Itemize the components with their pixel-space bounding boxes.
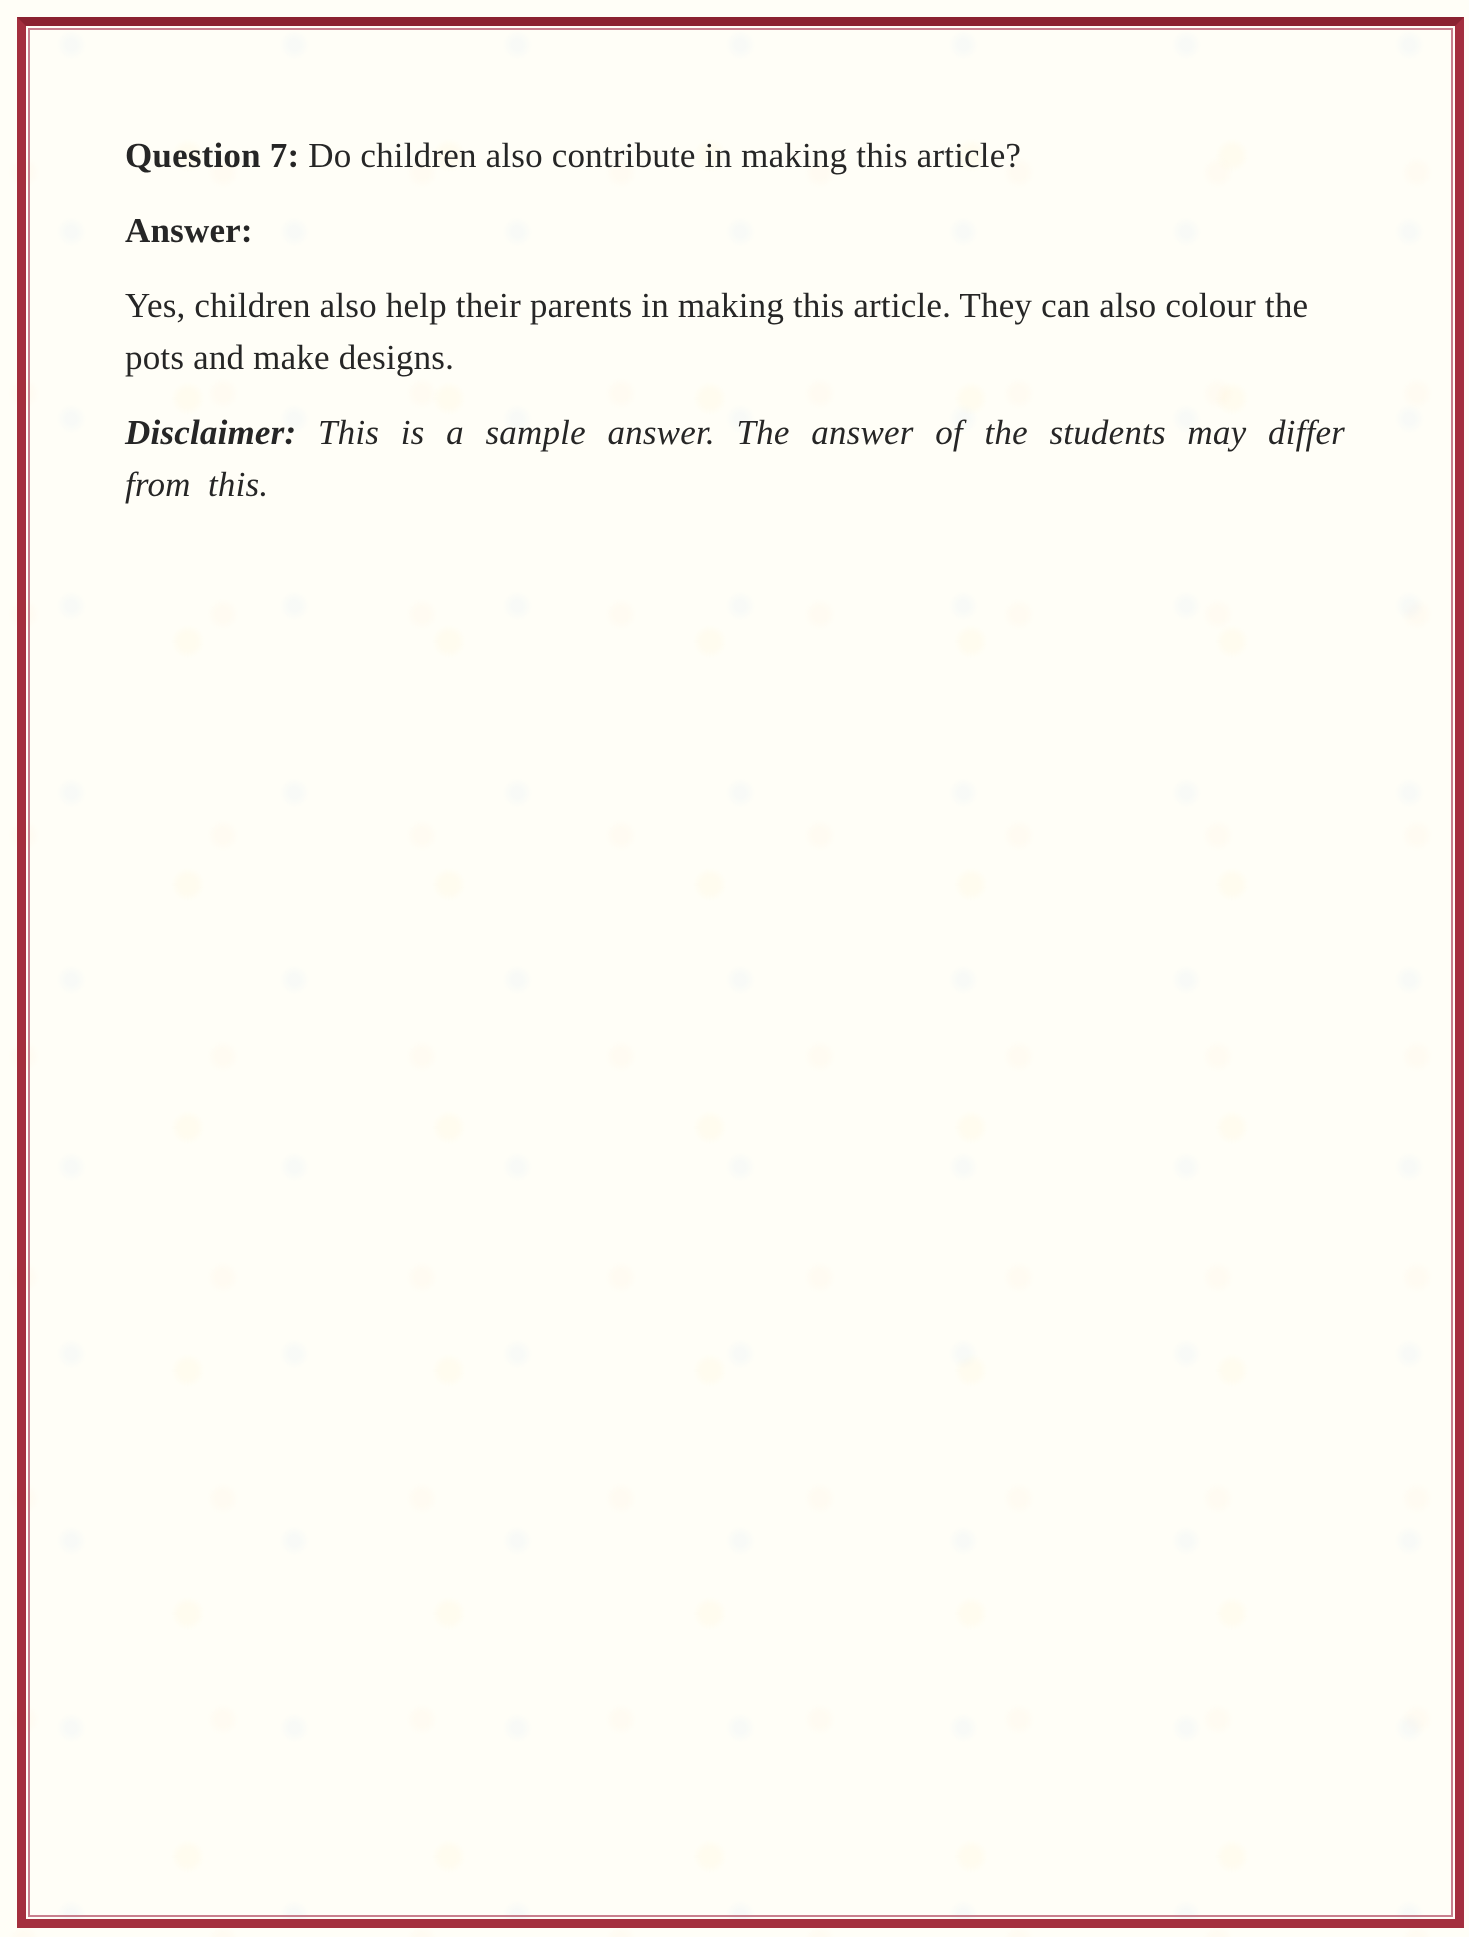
question-label: Question 7: <box>125 136 300 175</box>
page-inner-border <box>28 28 1453 1917</box>
document-content <box>125 130 1345 511</box>
disclaimer-label: Disclaimer: <box>125 413 297 452</box>
answer-paragraph: Yes, children also help their parents in making this article. They can also colour the pots and make designs. <box>125 286 1309 377</box>
question-paragraph <box>125 130 1345 182</box>
disclaimer-text: This is a sample answer. The answer of the students may differ from this. <box>125 413 1345 504</box>
answer-heading <box>125 205 1345 257</box>
page-border-frame <box>17 17 1464 1928</box>
answer-heading-label: Answer: <box>125 211 253 250</box>
disclaimer-paragraph <box>125 407 1345 511</box>
question-text: Do children also contribute in making this article? <box>299 136 1022 175</box>
